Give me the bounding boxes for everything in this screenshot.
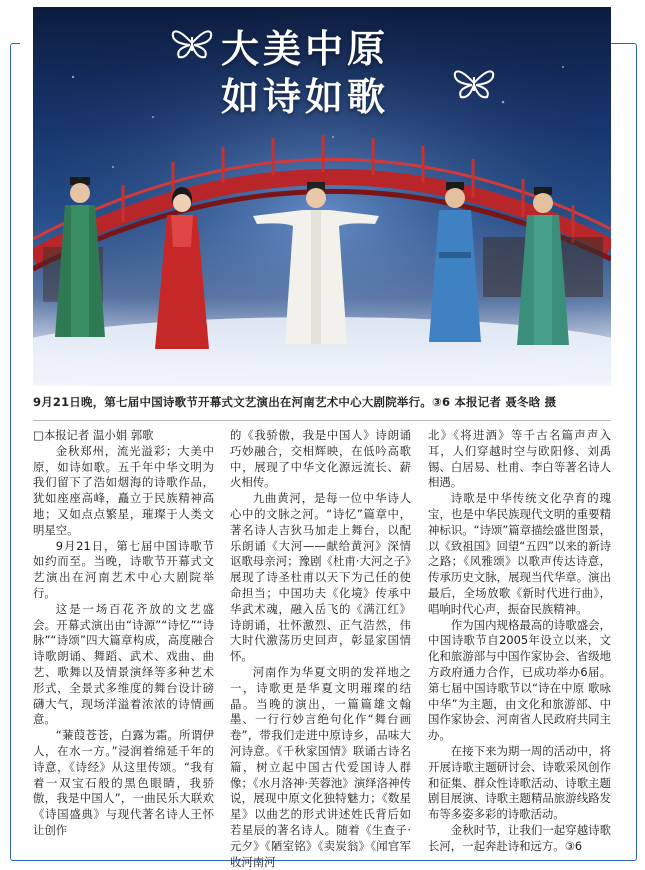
byline: □本报记者 温小娟 郭歌	[33, 428, 154, 442]
paragraph: 在接下来为期一周的活动中，将开展诗歌主题研讨会、诗歌采风创作和征集、群众性诗歌活动、诗歌主题剧目展演、诗歌主题精品旅游线路发布等多姿多彩的诗歌活动。	[428, 743, 611, 822]
paragraph: “蒹葭苍苍，白露为霜。所谓伊人，在水一方。”浸润着绵延千年的诗意，《诗经》从这里传颂。“我有着一双宝石般的黑色眼睛，我骄傲，我是中国人”，一曲民乐大联欢《诗国盛典》与现代著名诗人王怀让创作	[33, 728, 214, 837]
divider	[33, 420, 611, 421]
article-column-1	[33, 428, 214, 839]
paragraph: 金秋郑州，流光溢彩；大美中原，如诗如歌。五千年中华文明为我们留下了浩如烟海的诗歌作品，犹如座座高峰，矗立于民族精神高地；又如点点繁星，璀璨于人类文明星空。	[33, 443, 214, 537]
paragraph: 金秋时节，让我们一起穿越诗歌长河，一起奔赴诗和远方。③6	[428, 822, 611, 853]
performer-white-robe	[251, 182, 381, 352]
headline-line-2: 如诗如歌	[221, 75, 390, 119]
paragraph: 诗歌是中华传统文化孕育的瑰宝，也是中华民族现代文明的重要精神标识。“诗颂”篇章描绘盛世图景，以《致祖国》回望“五四”以来的新诗之路；《风雅颂》以歌声传达诗意，传承历史文脉，展现当代华章。演出最后，全场放歌《新时代进行曲》，唱响时代心声，振奋民族精神。	[428, 491, 611, 616]
paragraph: 九曲黄河，是每一位中华诗人心中的文脉之河。“诗忆”篇章中，著名诗人吉狄马加走上舞台，以配乐朗诵《大河——献给黄河》深情讴歌母亲河；豫剧《杜甫·大河之子》展现了诗圣杜甫以天下为己任的使命担当；中国功夫《化境》传承中华武术魂，融入岳飞的《满江红》诗朗诵，壮怀激烈、正气浩然，伟大时代激荡历史回声，彰显家国情怀。	[230, 491, 411, 664]
article-column-3	[428, 428, 611, 855]
paragraph: 作为国内规格最高的诗歌盛会，中国诗歌节自2005年设立以来，文化和旅游部与中国作家协会、省级地方政府通力合作，已成功举办6届。第七届中国诗歌节以“诗在中原 歌咏中华”为主题，由文化和旅游部、中国作家协会、河南省人民政府共同主办。	[428, 617, 611, 743]
photo-caption: 9月21日晚，第七届中国诗歌节开幕式文艺演出在河南艺术中心大剧院举行。③6 本报记者 聂冬晗 摄	[33, 395, 557, 409]
paragraph: 的《我骄傲，我是中国人》诗朗诵巧妙融合，交相辉映，在低吟高歌中，展现了中华文化源远流长、薪火相传。	[230, 428, 411, 490]
butterfly-icon	[171, 27, 213, 59]
butterfly-icon	[453, 67, 495, 99]
performer-red-dress	[151, 187, 213, 357]
headline-line-1: 大美中原	[221, 27, 390, 71]
performer-blue-robe	[425, 182, 485, 350]
performer-green-robe	[51, 177, 109, 347]
stage-photo	[33, 7, 611, 386]
article-column-2	[230, 428, 411, 870]
performer-teal-robe	[513, 187, 573, 352]
paragraph: 9月21日，第七届中国诗歌节如约而至。当晚，诗歌节开幕式文艺演出在河南艺术中心大剧院举行。	[33, 538, 214, 600]
paragraph: 北》《将进酒》等千古名篇声声入耳，人们穿越时空与欧阳修、刘禹锡、白居易、杜甫、李白等著名诗人相遇。	[428, 428, 611, 490]
paragraph: 河南作为华夏文明的发祥地之一，诗歌更是华夏文明璀璨的结晶。当晚的演出，一篇篇雄文翰墨、一行行妙言绝句化作“舞台画卷”，带我们走进中原诗乡，品味大河诗意。《千秋家国情》联诵古诗名篇，树立起中国古代爱国诗人群像；《水月洛神·芙蓉池》演绎洛神传说，展现中原文化独特魅力；《数星星》以曲艺的形式讲述姓氏背后如若星辰的著名诗人。随着《生查子·元夕》《陋室铭》《卖炭翁》《闻官军收河南河	[230, 664, 411, 869]
paragraph: 这是一场百花齐放的文艺盛会。开幕式演出由“诗源”“诗忆”“诗脉”“诗颂”四大篇章构成，高度融合诗歌朗诵、舞蹈、武术、戏曲、曲艺、歌舞以及情景演绎等多种艺术形式，全景式多维度的舞台设计磅礴大气，现场洋溢着浓浓的诗情画意。	[33, 601, 214, 727]
headline	[221, 25, 389, 121]
